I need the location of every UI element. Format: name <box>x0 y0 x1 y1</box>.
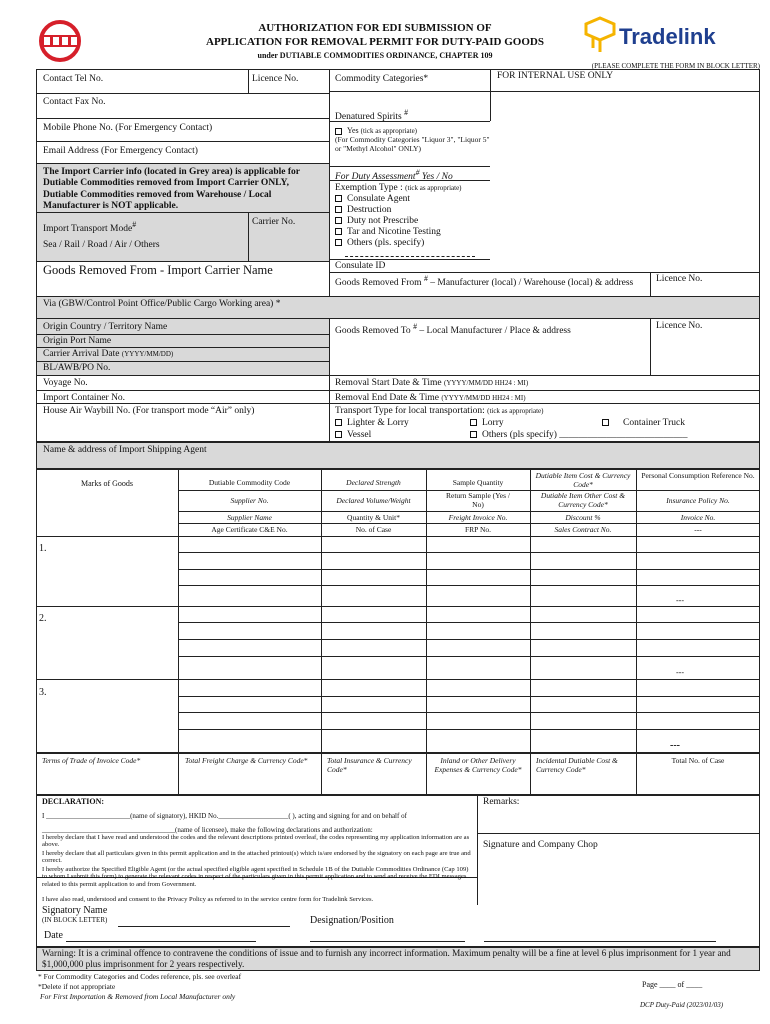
total-insurance-label: Total Insurance & Currency Code* <box>327 756 412 774</box>
declaration-line2: ______________________________________(name of licensee), make the following declarations and authorization: <box>42 826 373 834</box>
denatured-yes-checkbox[interactable]: Yes (tick as appropriate) <box>335 126 417 135</box>
col-invoice-no: Invoice No. <box>680 513 716 522</box>
col-sample-qty: Sample Quantity <box>452 478 504 487</box>
signatory-name-line[interactable] <box>118 926 290 927</box>
shipping-agent-label: Name & address of Import Shipping Agent <box>43 445 207 455</box>
col-item-cost: Dutiable Item Cost & Currency Code* <box>535 471 631 489</box>
goods-removed-from-carrier-label: Goods Removed From - Import Carrier Name <box>43 263 273 277</box>
declaration-p2: I hereby declare that all particulars given in this permit application and in the attached printout(s) which is/are endorsed by the signatory on each page are true and correct. <box>42 850 471 865</box>
import-notice: The Import Carrier info (located in Grey area) is applicable for Dutiable Commodities removed from Import Carrier ONLY, Dutiable Commodities removed from Warehouse / Local Manufacturer is NOT applicable. <box>43 167 300 212</box>
item-2-number: 2. <box>39 613 47 624</box>
col-age-certificate: Age Certificate C&E No. <box>211 525 288 534</box>
total-freight-label: Total Freight Charge & Currency Code* <box>185 756 308 765</box>
via-label: Via (GBW/Control Point Office/Public Cargo Working area) * <box>43 299 281 309</box>
customs-seal-logo <box>34 20 86 62</box>
duty-assessment-label: For Duty Assessment# Yes / No <box>335 168 453 183</box>
form-title-2: APPLICATION FOR REMOVAL PERMIT FOR DUTY-PAID GOODS <box>206 36 544 48</box>
goods-removed-to-label: Goods Removed To # – Local Manufacturer / Place & address <box>335 322 571 337</box>
tradelink-logo <box>583 16 743 56</box>
email-label: Email Address (For Emergency Contact) <box>43 146 198 156</box>
exemption-type-label: Exemption Type : (tick as appropriate) <box>335 183 462 193</box>
item-3-number: 3. <box>39 687 47 698</box>
contact-fax-label: Contact Fax No. <box>43 97 106 107</box>
remarks-label: Remarks: <box>483 797 520 807</box>
chop-line[interactable] <box>484 941 716 942</box>
contact-tel-label: Contact Tel No. <box>43 74 104 84</box>
commodity-categories-label: Commodity Categories* <box>335 74 429 84</box>
declaration-p3: I hereby authorize the Specified Eligible Agent (or the actual specified eligible agent specified in Schedule 1B of the Dutiable Commodities Ordinance (Cap 109) to whom I submit this form) to generate the relevant codes in respect of the particulars given in this permit application and to send and receive the EDI messages related to this permit application to and from Government. <box>42 866 469 888</box>
exemption-others[interactable]: Others (pls. specify) <box>335 238 424 249</box>
item-3-dashes: --- <box>670 740 680 751</box>
footer-note-1: * For Commodity Categories and Codes reference, pls. see overleaf <box>38 972 242 981</box>
form-title-3: under DUTIABLE COMMODITIES ORDINANCE, CHAPTER 109 <box>257 51 493 60</box>
declaration-p4: I have also read, understood and consent to the Privacy Policy as referred to in the service centre form for Tradelink Services. <box>42 896 374 903</box>
item-1-number: 1. <box>39 543 47 554</box>
col-frp-no: FRP No. <box>465 525 491 534</box>
bl-awb-label: BL/AWB/PO No. <box>43 363 111 373</box>
declaration-p1: I hereby declare that I have read and understood the codes and the relevant descriptions printed overleaf, the codes representing my application information are as above. <box>42 834 470 849</box>
warning-text: Warning: It is a criminal offence to contravene the conditions of issue and to furnish any incorrect information. Maximum penalty will be a fine at level 6 plus imprisonment for 1 year and $1,000,000 plus imprisonment for 2 years respectively. <box>42 948 731 970</box>
declaration-title: DECLARATION: <box>42 797 105 806</box>
page-number: Page ____ of ____ <box>642 980 703 989</box>
terms-of-trade-label: Terms of Trade of Invoice Code* <box>42 756 141 765</box>
licence-no-to-label: Licence No. <box>656 321 703 331</box>
transport-type-label: Transport Type for local transportation: (tick as appropriate) <box>335 406 544 416</box>
col-sales-contract: Sales Contract No. <box>554 525 612 534</box>
col-personal-consumption: Personal Consumption Reference No. <box>641 471 755 480</box>
incidental-cost-label: Incidental Dutiable Cost & Currency Code* <box>536 756 618 774</box>
exemption-destruction[interactable]: Destruction <box>335 205 391 216</box>
import-transport-mode-label: Import Transport Mode# <box>43 220 137 235</box>
col-commodity-code: Dutiable Commodity Code <box>208 478 291 487</box>
item-2-dashes: --- <box>676 668 684 677</box>
col-no-of-case: No. of Case <box>355 525 392 534</box>
designation-label: Designation/Position <box>310 915 394 926</box>
carrier-arrival-label: Carrier Arrival Date (YYYY/MM/DD) <box>43 349 174 359</box>
block-letter-note: (PLEASE COMPLETE THE FORM IN BLOCK LETTER) <box>591 62 760 70</box>
form-code: DCP Duty-Paid (2023/01/03) <box>640 1001 724 1009</box>
denatured-spirits-label: Denatured Spirits # <box>335 108 409 123</box>
date-label: Date <box>44 930 63 941</box>
house-air-waybill-label: House Air Waybill No. (For transport mode “Air” only) <box>43 406 255 416</box>
transport-lorry[interactable]: Lorry <box>470 418 504 429</box>
col-row4-dashes: --- <box>694 525 702 534</box>
licence-no-from-label: Licence No. <box>656 274 703 284</box>
exemption-duty-not-prescribe[interactable]: Duty not Prescribe <box>335 216 418 227</box>
col-supplier-no: Supplier No. <box>230 496 269 505</box>
col-discount: Discount % <box>565 513 601 522</box>
footer-note-3: For First Importation & Removed from Local Manufacturer only <box>40 992 236 1001</box>
col-declared-strength: Declared Strength <box>346 478 401 487</box>
goods-removed-from-wh-label: Goods Removed From # – Manufacturer (local) / Warehouse (local) & address <box>335 274 634 289</box>
col-quantity-unit: Quantity & Unit* <box>347 513 400 522</box>
exemption-consulate-agent[interactable]: Consulate Agent <box>335 194 410 205</box>
import-container-label: Import Container No. <box>43 393 126 403</box>
marks-of-goods-header: Marks of Goods <box>81 479 133 488</box>
signature-label: Signature and Company Chop <box>483 840 598 850</box>
licence-no-label: Licence No. <box>252 74 299 84</box>
import-mode-options: Sea / Rail / Road / Air / Others <box>43 240 160 250</box>
col-declared-volume: Declared Volume/Weight <box>336 496 411 505</box>
removal-start-label: Removal Start Date & Time (YYYY/MM/DD HH24 : MI) <box>335 378 529 388</box>
carrier-no-label: Carrier No. <box>252 217 296 227</box>
mobile-label: Mobile Phone No. (For Emergency Contact) <box>43 123 213 133</box>
col-return-sample: Return Sample (Yes / No) <box>445 491 511 509</box>
col-supplier-name: Supplier Name <box>227 513 272 522</box>
consulate-id-label: Consulate ID <box>335 261 386 271</box>
col-freight-invoice: Freight Invoice No. <box>448 513 508 522</box>
transport-lighter-lorry[interactable]: Lighter & Lorry <box>335 418 409 429</box>
tradelink-wordmark: Tradelink <box>619 24 716 49</box>
signatory-name-label: Signatory Name <box>42 905 108 916</box>
origin-country-label: Origin Country / Territory Name <box>43 322 168 332</box>
transport-others[interactable]: Others (pls specify) ___________________________ <box>470 430 688 441</box>
in-block-label: (IN BLOCK LETTER) <box>42 916 108 924</box>
transport-vessel[interactable]: Vessel <box>335 430 371 441</box>
inland-expenses-label: Inland or Other Delivery Expenses & Currency Code* <box>434 756 522 774</box>
item-1-dashes: --- <box>676 596 684 605</box>
exemption-tar-nicotine[interactable]: Tar and Nicotine Testing <box>335 227 441 238</box>
voyage-label: Voyage No. <box>43 378 88 388</box>
commodity-note: (For Commodity Categories "Liquor 3", "Liquor 5" or "Methyl Alcohol" ONLY) <box>335 135 490 153</box>
origin-port-label: Origin Port Name <box>43 336 112 346</box>
col-insurance-policy: Insurance Policy No. <box>666 496 730 505</box>
form-title-1: AUTHORIZATION FOR EDI SUBMISSION OF <box>258 22 492 34</box>
footer-note-2: *Delete if not appropriate <box>38 982 116 991</box>
col-other-cost: Dutiable Item Other Cost & Currency Code* <box>540 491 626 509</box>
designation-line[interactable] <box>310 941 465 942</box>
transport-container-truck[interactable]: Container Truck <box>602 418 685 429</box>
removal-end-label: Removal End Date & Time (YYYY/MM/DD HH24 : MI) <box>335 393 526 403</box>
total-cases-label: Total No. of Case <box>671 756 725 765</box>
internal-use-label: FOR INTERNAL USE ONLY <box>497 71 614 81</box>
declaration-line1: I ________________________(name of signatory), HKID No.____________________( ), acting and signing for and on behalf of <box>42 812 407 820</box>
date-line[interactable] <box>66 941 256 942</box>
